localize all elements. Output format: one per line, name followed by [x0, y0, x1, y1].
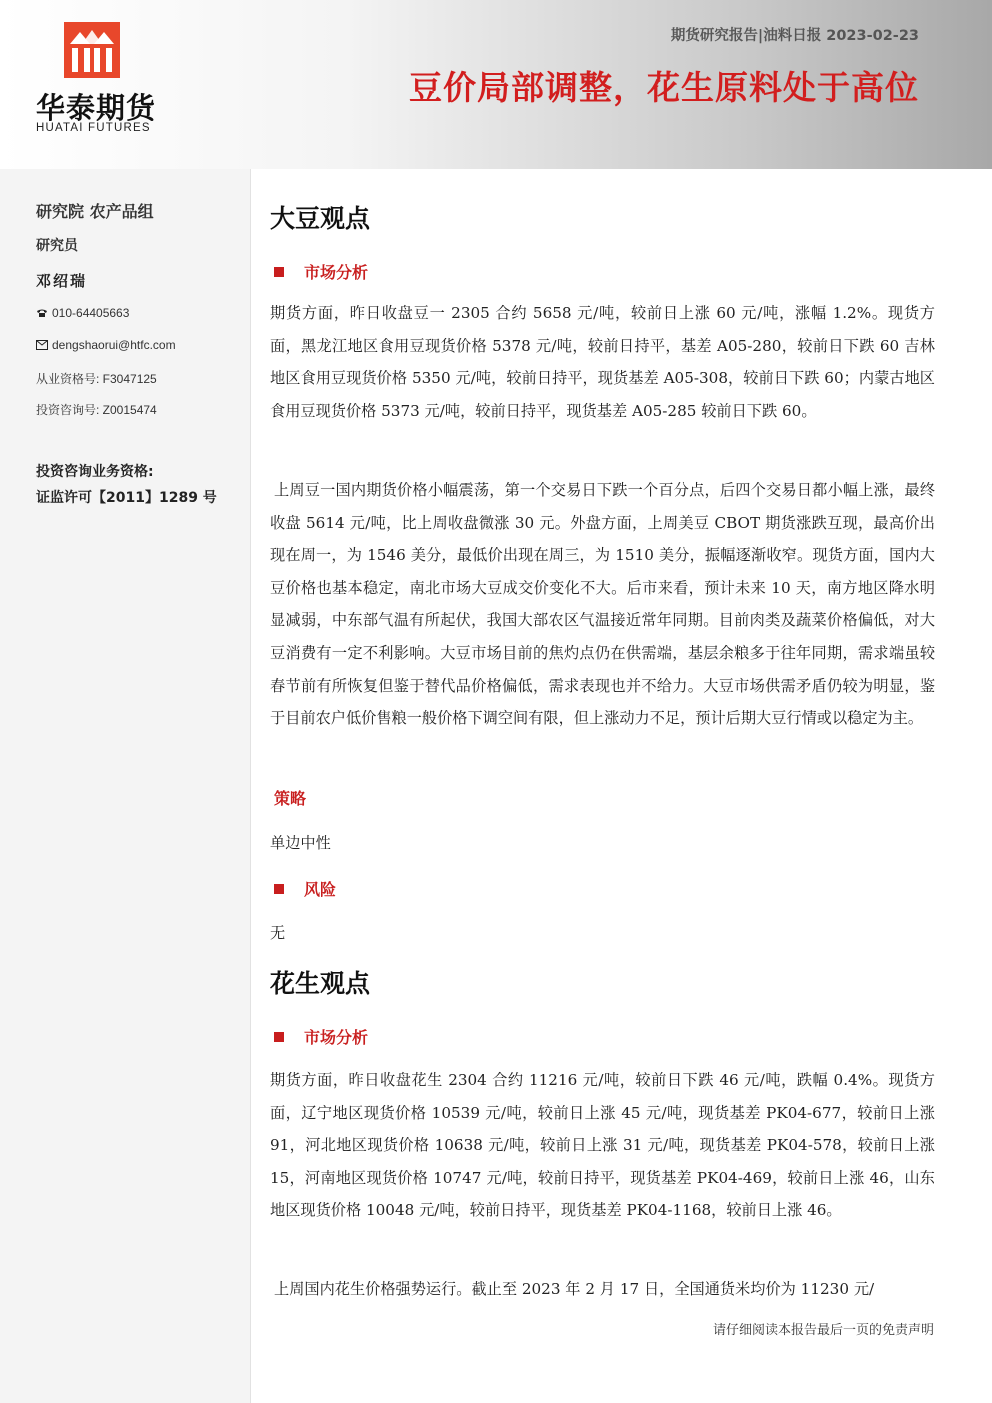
soybean-section-title: 大豆观点: [270, 204, 371, 233]
report-header: [0, 0, 992, 169]
email-address[interactable]: dengshaorui@htfc.com: [52, 338, 176, 352]
soybean-strategy-heading: 策略: [274, 789, 307, 808]
author-sidebar: [0, 169, 251, 1403]
huatai-logo-icon: [64, 22, 120, 78]
brand-name-en: HUATAI FUTURES: [36, 122, 151, 134]
peanut-paragraph-2: 上周国内花生价格强势运行。截止至 2023 年 2 月 17 日，全国通货米均价为 11230 元/: [274, 1280, 875, 1298]
soybean-risk-text: 无: [270, 924, 286, 942]
peanut-market-label: 市场分析: [304, 1028, 369, 1047]
author-role: 研究员: [36, 238, 78, 254]
department: 研究院 农产品组: [36, 202, 154, 221]
soybean-strategy-text: 单边中性: [270, 834, 331, 852]
business-qualification-label: 投资咨询业务资格:: [36, 464, 154, 480]
phone-number: 010-64405663: [52, 306, 130, 320]
soybean-paragraph-2: 上周豆一国内期货价格小幅震荡，第一个交易日下跌一个百分点，后四个交易日都小幅上涨，最终收盘 5614 元/吨，比上周收盘微涨 30 元。外盘方面，上周美豆 CBOT 期货涨跌互现，最高价出现在周一，为 1546 美分，最低价出现在周三，为 1510 美分，振幅逐渐收窄。现货方面，国内大豆价格也基本稳定，南北市场大豆成交价变化不大。后市来看，预计未来 10 天，南方地区降水明显减弱，中东部气温有所起伏，我国大部农区气温接近常年同期。目前肉类及蔬菜价格偏低，对大豆消费有一定不利影响。大豆市场目前的焦灼点仍在供需端，基层余粮多于往年同期，需求端虽较春节前有所恢复但鉴于替代品价格偏低，需求表现也并不给力。大豆市场供需矛盾仍较为明显，鉴于目前农户低价售粮一般价格下调空间有限，但上涨动力不足，预计后期大豆行情或以稳定为主。: [270, 481, 935, 728]
peanut-market-heading: [274, 1025, 368, 1048]
square-bullet-icon: [274, 884, 284, 894]
square-bullet-icon: [274, 267, 284, 277]
report-title: 豆价局部调整，花生原料处于高位: [409, 68, 919, 107]
soybean-market-heading: [274, 260, 368, 283]
business-qualification-value: 证监许可【2011】1289 号: [36, 490, 217, 506]
report-meta: 期货研究报告|油料日报 2023-02-23: [670, 28, 919, 44]
disclaimer-footer: 请仔细阅读本报告最后一页的免责声明: [712, 1323, 934, 1338]
mail-icon: [36, 340, 48, 350]
qualification-number: 从业资格号: F3047125: [36, 372, 157, 386]
peanut-paragraph-1: 期货方面，昨日收盘花生 2304 合约 11216 元/吨，较前日下跌 46 元/吨，跌幅 0.4%。现货方面，辽宁地区现货价格 10539 元/吨，较前日上涨 45 元/吨，现货基差 PK04-677，较前日上涨 91，河北地区现货价格 10638 元/吨，较前日上涨 31 元/吨，现货基差 PK04-578，较前日上涨 15，河南地区现货价格 10747 元/吨，较前日持平，现货基差 PK04-469，较前日上涨 46，山东地区现货价格 10048 元/吨，较前日持平，现货基差 PK04-1168，较前日上涨 46。: [270, 1071, 935, 1220]
soybean-risk-heading: [274, 877, 336, 900]
soybean-risk-label: 风险: [304, 880, 337, 899]
author-phone: [36, 306, 129, 320]
phone-icon: [36, 308, 48, 318]
peanut-section-title: 花生观点: [270, 969, 371, 998]
consulting-number: 投资咨询号: Z0015474: [36, 403, 157, 417]
author-name: 邓绍瑞: [36, 272, 88, 290]
brand-name-cn: 华泰期货: [36, 91, 157, 125]
soybean-market-label: 市场分析: [304, 263, 369, 282]
soybean-paragraph-1: 期货方面，昨日收盘豆一 2305 合约 5658 元/吨，较前日上涨 60 元/吨，涨幅 1.2%。现货方面，黑龙江地区食用豆现货价格 5378 元/吨，较前日持平，基差 A05-280，较前日下跌 60 吉林地区食用豆现货价格 5350 元/吨，较前日持平，现货基差 A05-308，较前日下跌 60；内蒙古地区食用豆现货价格 5373 元/吨，较前日持平，现货基差 A05-285 较前日下跌 60。: [270, 304, 935, 420]
square-bullet-icon: [274, 1032, 284, 1042]
author-email[interactable]: [36, 338, 176, 352]
brand-logo: [36, 22, 156, 142]
